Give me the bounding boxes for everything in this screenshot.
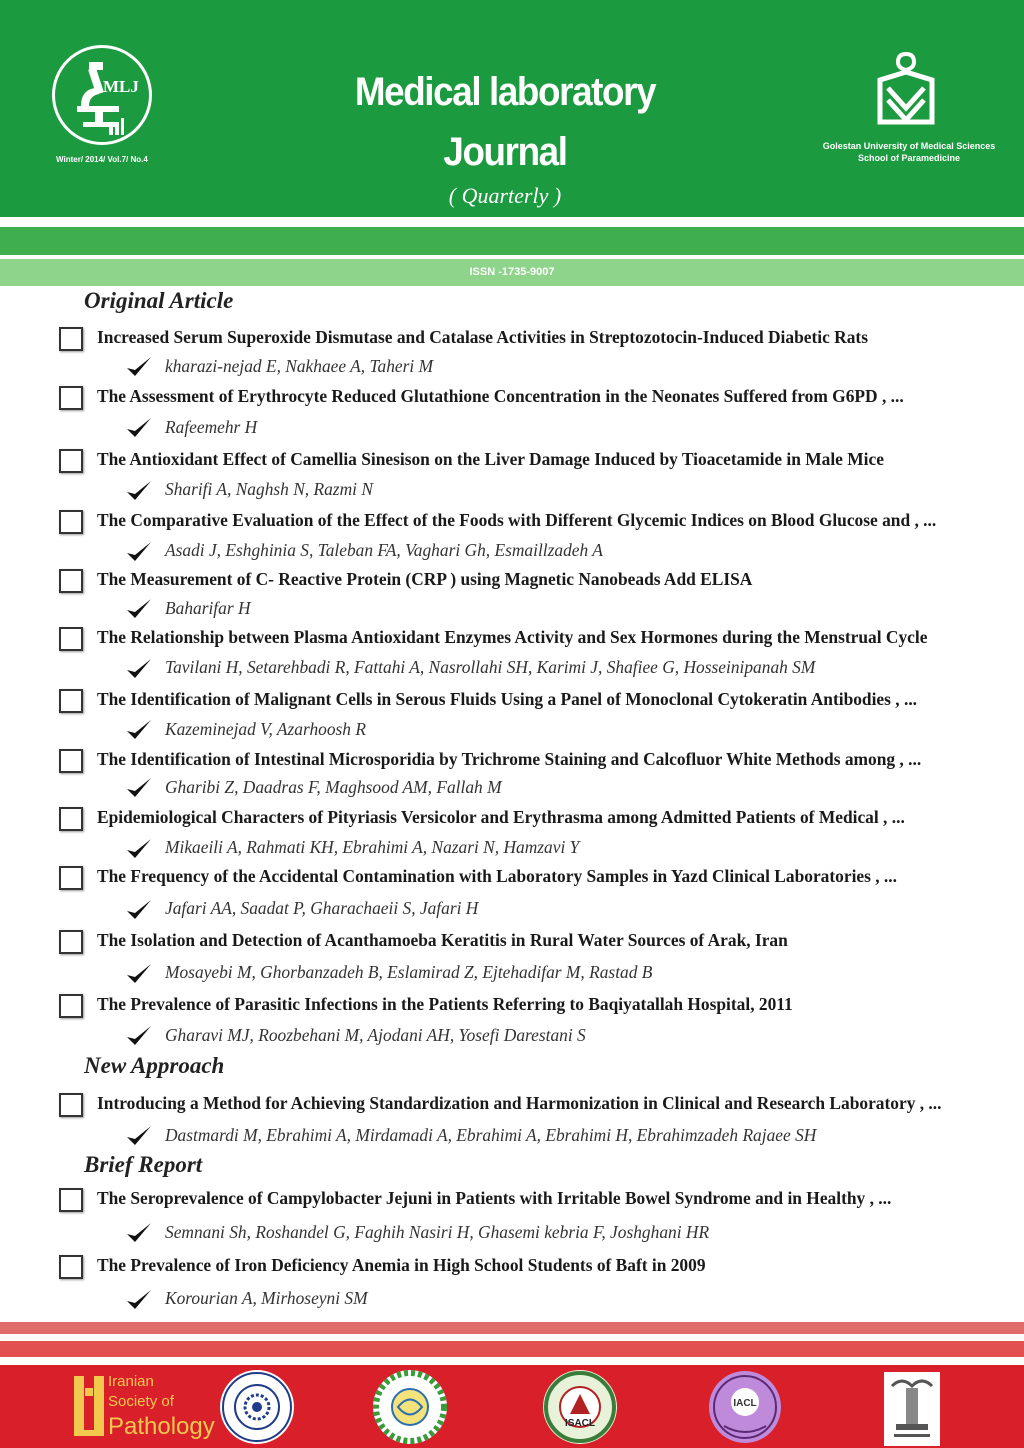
article-title[interactable]: The Assessment of Erythrocyte Reduced Glutathione Concentration in the Neonates Suffered from G6PD , ... (97, 386, 904, 406)
article-authors: Asadi J, Eshghinia S, Taleban FA, Vaghari Gh, Esmaillzadeh A (165, 540, 603, 560)
article-title[interactable]: The Antioxidant Effect of Camellia Sinesison on the Liver Damage Induced by Tioacetamide in Male Mice (97, 449, 884, 469)
article-title[interactable]: The Identification of Malignant Cells in Serous Fluids Using a Panel of Monoclonal Cytokeratin Antibodies , ... (97, 689, 918, 709)
article-title[interactable]: The Prevalence of Parasitic Infections in the Patients Referring to Baqiyatallah Hospital, 2011 (97, 994, 793, 1014)
article-authors: Mikaeili A, Rahmati KH, Ebrahimi A, Nazari N, Hamzavi Y (165, 837, 580, 857)
article-authors: Kazeminejad V, Azarhoosh R (165, 719, 366, 739)
isacl-label: ISACL (565, 1418, 595, 1429)
isp-line1: Iranian (108, 1373, 154, 1390)
checkmark-icon (125, 540, 153, 564)
checkbox[interactable] (59, 866, 83, 890)
checkmark-icon (125, 898, 153, 922)
checkmark-icon (125, 416, 153, 440)
article-authors: kharazi-nejad E, Nakhaee A, Taheri M (165, 356, 434, 376)
checkbox[interactable] (59, 689, 83, 713)
section-title-original-article: Original Article (84, 288, 234, 313)
article-authors: Rafeemehr H (165, 417, 258, 437)
checkmark-icon (125, 355, 153, 379)
journal-title-line2: Journal (443, 130, 567, 174)
article-title[interactable]: The Relationship between Plasma Antioxidant Enzymes Activity and Sex Hormones during the Menstrual Cycle (97, 627, 928, 647)
isp-line2: Society of (108, 1393, 174, 1410)
journal-subtitle: ( Quarterly ) (448, 183, 562, 208)
article-authors: Tavilani H, Setarehbadi R, Fattahi A, Nasrollahi SH, Karimi J, Shafiee G, Hosseinipanah SM (165, 657, 816, 677)
iacl-seal (708, 1368, 782, 1446)
checkbox[interactable] (59, 627, 83, 651)
checkbox[interactable] (59, 749, 83, 773)
checkmark-icon (125, 479, 153, 503)
issn-label: ISSN -1735-9007 (469, 266, 555, 278)
checkbox[interactable] (59, 327, 83, 351)
checkmark-icon (125, 837, 153, 861)
isp-line3: Pathology (108, 1413, 215, 1440)
checkbox[interactable] (59, 1188, 83, 1212)
article-authors: Gharibi Z, Daadras F, Maghsood AM, Fallah M (165, 777, 502, 797)
pathology-society-text (108, 1372, 215, 1442)
checkbox[interactable] (59, 386, 83, 410)
article-authors: Korourian A, Mirhoseyni SM (165, 1288, 368, 1308)
checkbox[interactable] (59, 510, 83, 534)
decorative-band (0, 227, 1024, 255)
article-title[interactable]: The Isolation and Detection of Acanthamoeba Keratitis in Rural Water Sources of Arak, Iran (97, 930, 788, 950)
checkmark-icon (125, 1288, 153, 1312)
iacl-label: IACL (733, 1398, 757, 1409)
article-authors: Mosayebi M, Ghorbanzadeh B, Eslamirad Z, Ejtehadifar M, Rastad B (165, 962, 653, 982)
article-title[interactable]: The Seroprevalence of Campylobacter Jejuni in Patients with Irritable Bowel Syndrome and in Healthy , ... (97, 1188, 892, 1208)
isacl-seal (540, 1368, 620, 1446)
article-title[interactable]: Introducing a Method for Achieving Standardization and Harmonization in Clinical and Research Laboratory , ... (97, 1093, 942, 1113)
article-authors: Jafari AA, Saadat P, Gharachaeii S, Jafari H (165, 898, 479, 918)
checkbox[interactable] (59, 807, 83, 831)
checkbox[interactable] (59, 1255, 83, 1279)
checkmark-icon (125, 1024, 153, 1048)
checkbox[interactable] (59, 569, 83, 593)
parasitology-society-seal (218, 1368, 296, 1446)
journal-logo (52, 45, 152, 145)
article-title[interactable]: The Comparative Evaluation of the Effect of the Foods with Different Glycemic Indices on Blood Glucose and , ... (97, 510, 937, 530)
issn-band (0, 259, 1024, 286)
journal-title-line1: Medical laboratory (354, 70, 656, 114)
footer-stripe (0, 1341, 1024, 1357)
article-authors: Gharavi MJ, Roozbehani M, Ajodani AH, Yosefi Darestani S (165, 1025, 586, 1045)
university-name-line1: Golestan University of Medical Sciences (822, 141, 996, 151)
section-title-brief-report: Brief Report (84, 1152, 203, 1177)
university-logo (874, 50, 938, 128)
checkmark-icon (125, 776, 153, 800)
article-authors: Baharifar H (165, 598, 251, 618)
checkmark-icon (125, 657, 153, 681)
laboratory-society-seal (370, 1368, 450, 1446)
pathology-society-logo (70, 1370, 108, 1442)
checkmark-icon (125, 1124, 153, 1148)
checkbox[interactable] (59, 994, 83, 1018)
institution-logo (884, 1372, 940, 1446)
checkmark-icon (125, 1221, 153, 1245)
article-title[interactable]: The Frequency of the Accidental Contamination with Laboratory Samples in Yazd Clinical Laboratories , ... (97, 866, 897, 886)
journal-title (298, 62, 712, 182)
journal-header (0, 0, 1024, 217)
article-authors: Dastmardi M, Ebrahimi A, Mirdamadi A, Ebrahimi A, Ebrahimi H, Ebrahimzadeh Rajaee SH (165, 1125, 817, 1145)
issue-info: Winter/ 2014/ Vol.7/ No.4 (56, 155, 148, 164)
university-name-line2: School of Paramedicine (857, 153, 961, 163)
article-title[interactable]: Increased Serum Superoxide Dismutase and Catalase Activities in Streptozotocin-Induced Diabetic Rats (97, 327, 868, 347)
checkmark-icon (125, 597, 153, 621)
university-name (806, 140, 1012, 164)
article-authors: Sharifi A, Naghsh N, Razmi N (165, 479, 373, 499)
article-title[interactable]: The Identification of Intestinal Microsporidia by Trichrome Staining and Calcofluor White Methods among , ... (97, 749, 922, 769)
checkbox[interactable] (59, 1093, 83, 1117)
section-title-new-approach: New Approach (84, 1053, 225, 1078)
checkmark-icon (125, 962, 153, 986)
article-authors: Semnani Sh, Roshandel G, Faghih Nasiri H, Ghasemi kebria F, Joshghani HR (165, 1222, 710, 1242)
footer-stripe (0, 1322, 1024, 1334)
checkbox[interactable] (59, 449, 83, 473)
checkmark-icon (125, 718, 153, 742)
article-title[interactable]: The Measurement of C- Reactive Protein (CRP ) using Magnetic Nanobeads Add ELISA (97, 569, 753, 589)
article-title[interactable]: Epidemiological Characters of Pityriasis Versicolor and Erythrasma among Admitted Patients of Medical , ... (97, 807, 905, 827)
journal-logo-text: MLJ (103, 77, 139, 96)
article-title[interactable]: The Prevalence of Iron Deficiency Anemia in High School Students of Baft in 2009 (97, 1255, 706, 1275)
checkbox[interactable] (59, 930, 83, 954)
